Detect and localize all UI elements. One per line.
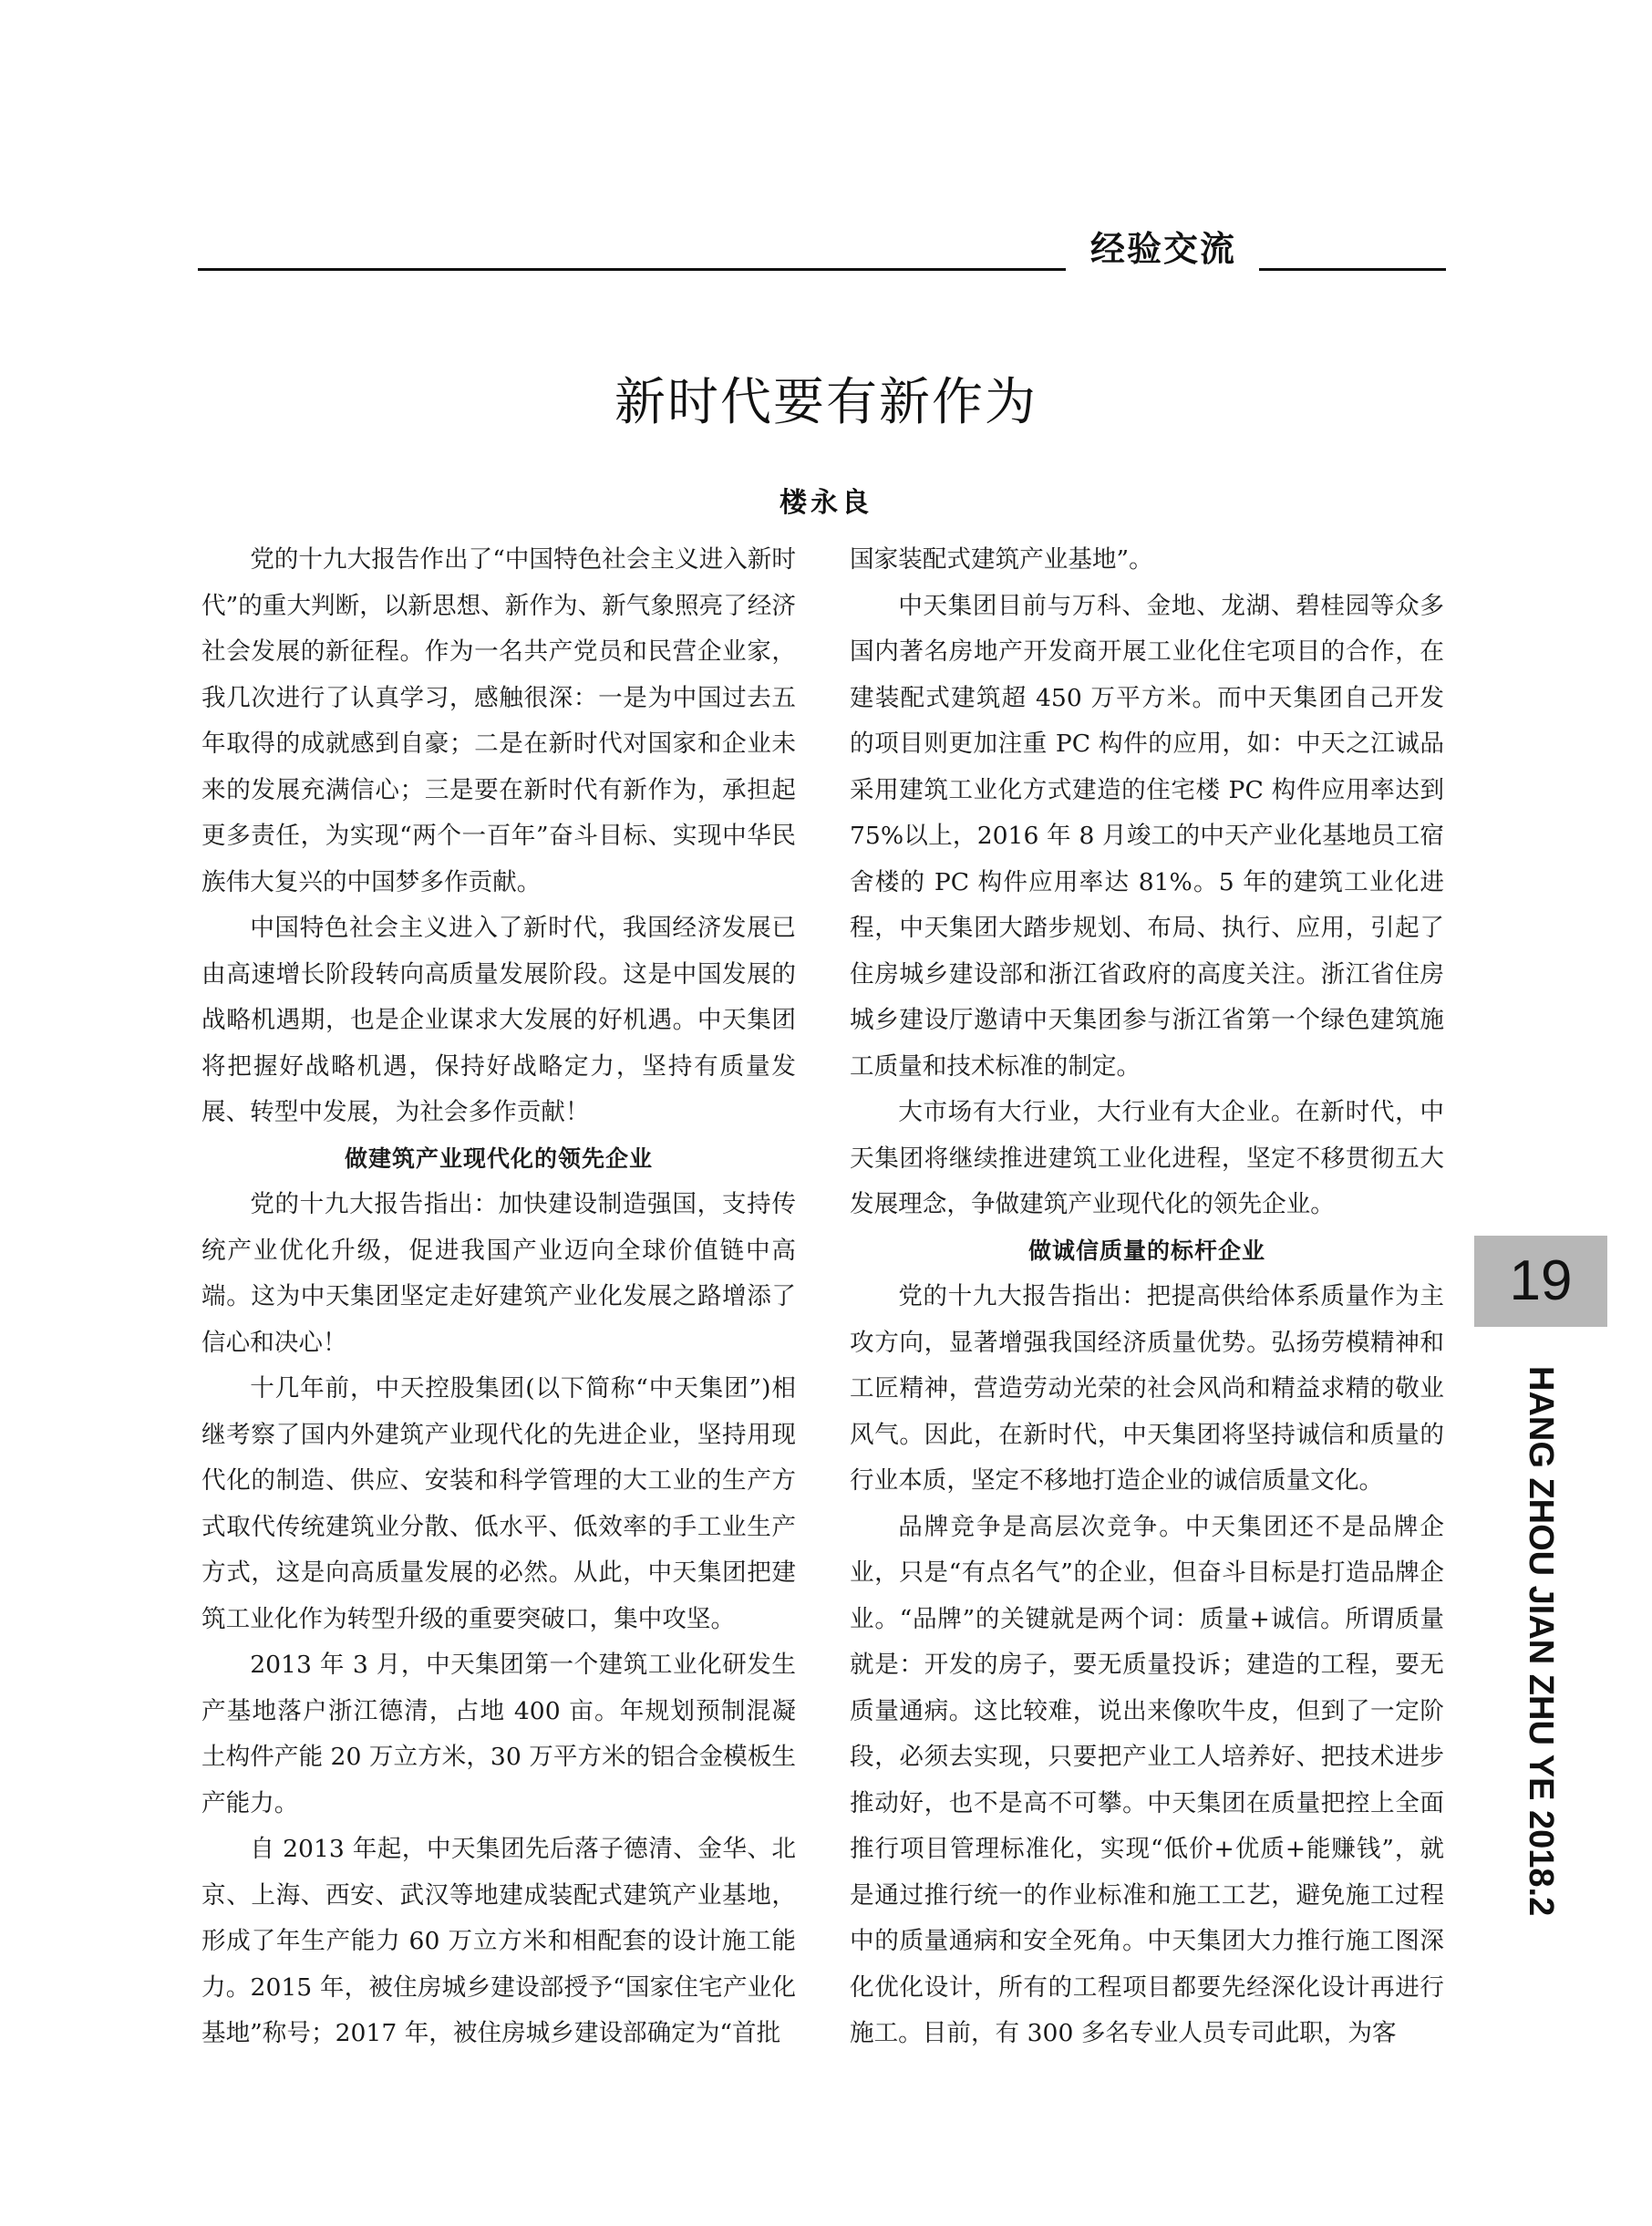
page-number: 19 [1474,1236,1607,1327]
paragraph: 党的十九大报告作出了“中国特色社会主义进入新时代”的重大判断，以新思想、新作为、新气象照亮了经济社会发展的新征程。作为一名共产党员和民营企业家，我几次进行了认真学习，感触很深：一是为中国过去五年取得的成就感到自豪；二是在新时代对国家和企业未来的发展充满信心；三是要在新时代有新作为，承担起更多责任，为实现“两个一百年”奋斗目标、实现中华民族伟大复兴的中国梦多作贡献。 [201,545,796,896]
paragraph: 大市场有大行业，大行业有大企业。在新时代，中天集团将继续推进建筑工业化进程，坚定不移贯彻五大发展理念，争做建筑产业现代化的领先企业。 [850,1098,1444,1218]
paragraph: 自 2013 年起，中天集团先后落子德清、金华、北京、上海、西安、武汉等地建成装配式建筑产业基地，形成了年生产能力 60 万立方米和相配套的设计施工能力。2015 年，被住房城乡建设部授予“国家住宅产业化基地”称号；2017 年，被住房城乡建设部确定为“首批 [201,1835,796,2047]
article-title: 新时代要有新作为 [614,373,1038,432]
section-heading: 做诚信质量的标杆企业 [1027,1237,1265,1264]
paragraph: 中天集团目前与万科、金地、龙湖、碧桂园等众多国内著名房地产开发商开展工业化住宅项目的合作，在建装配式建筑超 450 万平方米。而中天集团自己开发的项目则更加注重 PC 构件的应用，如：中天之江诚品采用建筑工业化方式建造的住宅楼 PC 构件应用率达到 75%以上，2016 年 8 月竣工的中天产业化基地员工宿舍楼的 PC 构件应用率达 81%。5 年的建筑工业化进程，中天集团大踏步规划、布局、执行、应用，引起了住房城乡建设部和浙江省政府的高度关注。浙江省住房城乡建设厅邀请中天集团参与浙江省第一个绿色建筑施工质量和技术标准的制定。 [850,591,1444,1081]
paragraph: 2013 年 3 月，中天集团第一个建筑工业化研发生产基地落户浙江德清，占地 400 亩。年规划预制混凝土构件产能 20 万立方米，30 万平方米的铝合金模板生产能力。 [201,1651,796,1817]
right-column [850,537,1444,2057]
section-label: 经验交流 [1089,229,1236,269]
paragraph-continuation: 国家装配式建筑产业基地”。 [850,545,1153,574]
paragraph: 党的十九大报告指出：把提高供给体系质量作为主攻方向，显著增强我国经济质量优势。弘扬劳模精神和工匠精神，营造劳动光荣的社会风尚和精益求精的敬业风气。因此，在新时代，中天集团将坚持诚信和质量的行业本质，坚定不移地打造企业的诚信质量文化。 [850,1282,1444,1495]
paragraph: 十几年前，中天控股集团(以下简称“中天集团”)相继考察了国内外建筑产业现代化的先进企业，坚持用现代化的制造、供应、安装和科学管理的大工业的生产方式取代传统建筑业分散、低水平、低效率的手工业生产方式，这是向高质量发展的必然。从此，中天集团把建筑工业化作为转型升级的重要突破口，集中攻坚。 [201,1374,796,1633]
left-column [201,537,796,2057]
article-author: 楼永良 [780,487,872,519]
header-rule-left [198,268,1066,271]
paragraph: 品牌竞争是高层次竞争。中天集团还不是品牌企业，只是“有点名气”的企业，但奋斗目标是打造品牌企业。“品牌”的关键就是两个词：质量+诚信。所谓质量就是：开发的房子，要无质量投诉；建造的工程，要无质量通病。这比较难，说出来像吹牛皮，但到了一定阶段，必须去实现，只要把产业工人培养好、把技术进步推动好，也不是高不可攀。中天集团在质量把控上全面推行项目管理标准化，实现“低价+优质+能赚钱”，就是通过推行统一的作业标准和施工工艺，避免施工过程中的质量通病和安全死角。中天集团大力推行施工图深化优化设计，所有的工程项目都要先经深化设计再进行施工。目前，有 300 多名专业人员专司此职，为客 [850,1512,1444,2047]
paragraph: 党的十九大报告指出：加快建设制造强国，支持传统产业优化升级，促进我国产业迈向全球价值链中高端。这为中天集团坚定走好建筑产业化发展之路增添了信心和决心！ [201,1190,796,1357]
paragraph: 中国特色社会主义进入了新时代，我国经济发展已由高速增长阶段转向高质量发展阶段。这是中国发展的战略机遇期，也是企业谋求大发展的好机遇。中天集团将把握好战略机遇，保持好战略定力，坚持有质量发展、转型中发展，为社会多作贡献！ [201,914,796,1126]
header-rule-right [1259,268,1446,271]
journal-issue: HANG ZHOU JIAN ZHU YE 2018.2 [1522,1366,1560,1917]
section-heading: 做建筑产业现代化的领先企业 [344,1144,653,1172]
